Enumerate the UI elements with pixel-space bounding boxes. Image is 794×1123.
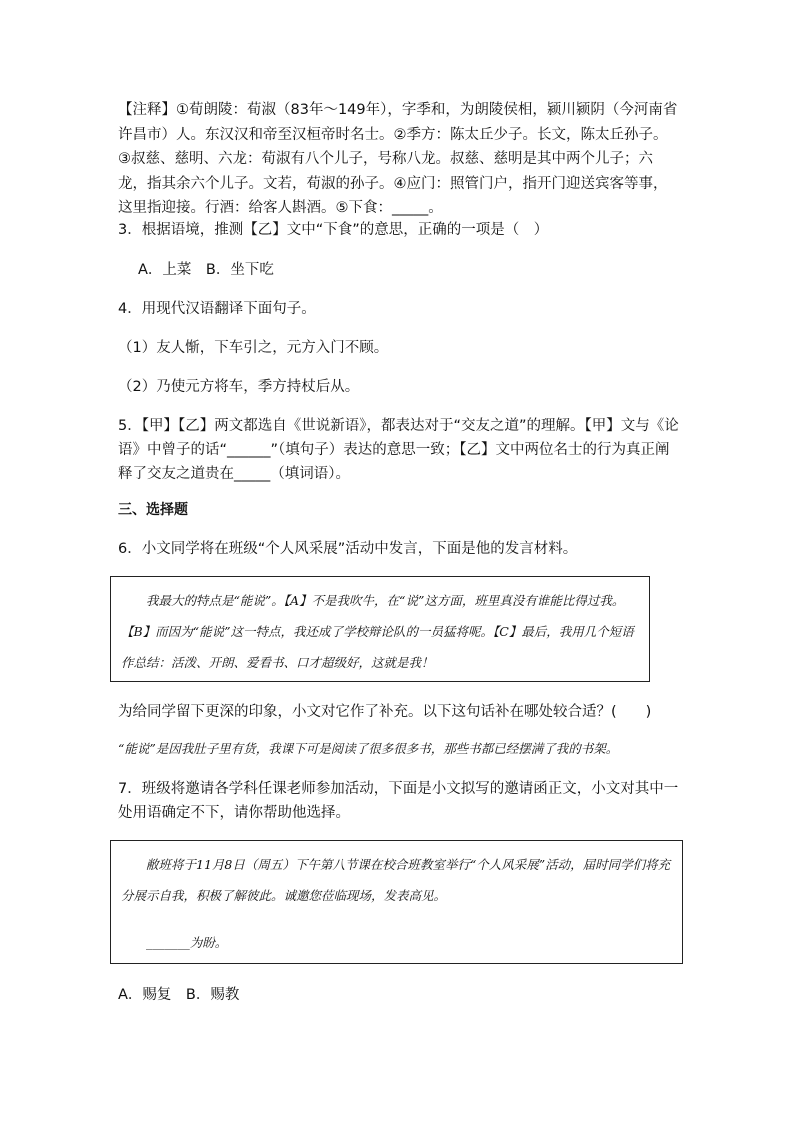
question-6-prompt: 为给同学留下更深的印象，小文对它作了补充。以下这句话补在哪处较合适？( ): [118, 704, 652, 720]
speech-material-text: 我最大的特点是“能说”。【A】不是我吹牛，在“说”这方面，班里真没有谁能比得过我。【B】而因为“能说”这一特点，我还成了学校辩论队的一员猛将呢。【C】最后，我用几个短语作总结：活泼、开朗、爱看书、口才超级好，这就是我！: [121, 593, 634, 670]
invitation-text: 敝班将于11月8日（周五）下午第八节课在校合班教室举行“个人风采展”活动，届时同学们将充分展示自我，积极了解彼此。诚邀您莅临现场，发表高见。: [121, 857, 671, 903]
question-6: 6．小文同学将在班级“个人风采展”活动中发言，下面是他的发言材料。: [118, 541, 578, 557]
annotation-notes: 【注释】①荀朗陵：荀淑（83年～149年），字季和，为朗陵侯相，颍川颍阴（今河南省许昌市）人。东汉汉和帝至汉桓帝时名士。②季方：陈太丘少子。长文，陈太丘孙子。③叔慈、慈明、六龙：荀淑有八个儿子，号称八龙。叔慈、慈明是其中两个儿子；六龙，指其余六个儿子。文若，荀淑的孙子。④应门：照管门户，指开门迎送宾客等事，这里指迎接。行酒：给客人斟酒。⑤下食：_____。: [118, 102, 678, 216]
question-7-options: A．赐复 B．赐教: [118, 987, 240, 1003]
section-heading-choice: 三、选择题: [118, 502, 188, 518]
speech-material-box: [110, 576, 650, 682]
invitation-closing: _______为盼。: [121, 935, 228, 950]
question-3-options: A．上菜 B．坐下吃: [138, 262, 274, 278]
question-5: 5．【甲】【乙】两文都选自《世说新语》，都表达对于“交友之道”的理解。【甲】文与《论语》中曾子的话“______”（填句子）表达的意思一致；【乙】文中两位名士的行为真正阐释了交友之道贵在_____（填词语）。: [118, 418, 679, 482]
question-4-item-2: （2）乃使元方将车，季方持杖后从。: [118, 379, 360, 395]
question-7: 7．班级将邀请各学科任课老师参加活动，下面是小文拟写的邀请函正文，小文对其中一处用语确定不下，请你帮助他选择。: [118, 781, 679, 821]
question-4-item-1: （1）友人惭，下车引之，元方入门不顾。: [118, 340, 389, 356]
question-6-sentence: “能说”是因我肚子里有货，我课下可是阅读了很多很多书，那些书都已经摆满了我的书架。: [118, 741, 619, 756]
question-3: 3．根据语境，推测【乙】文中“下食”的意思，正确的一项是（ ）: [118, 222, 549, 238]
invitation-box: [110, 840, 683, 964]
question-4: 4．用现代汉语翻译下面句子。: [118, 301, 316, 317]
